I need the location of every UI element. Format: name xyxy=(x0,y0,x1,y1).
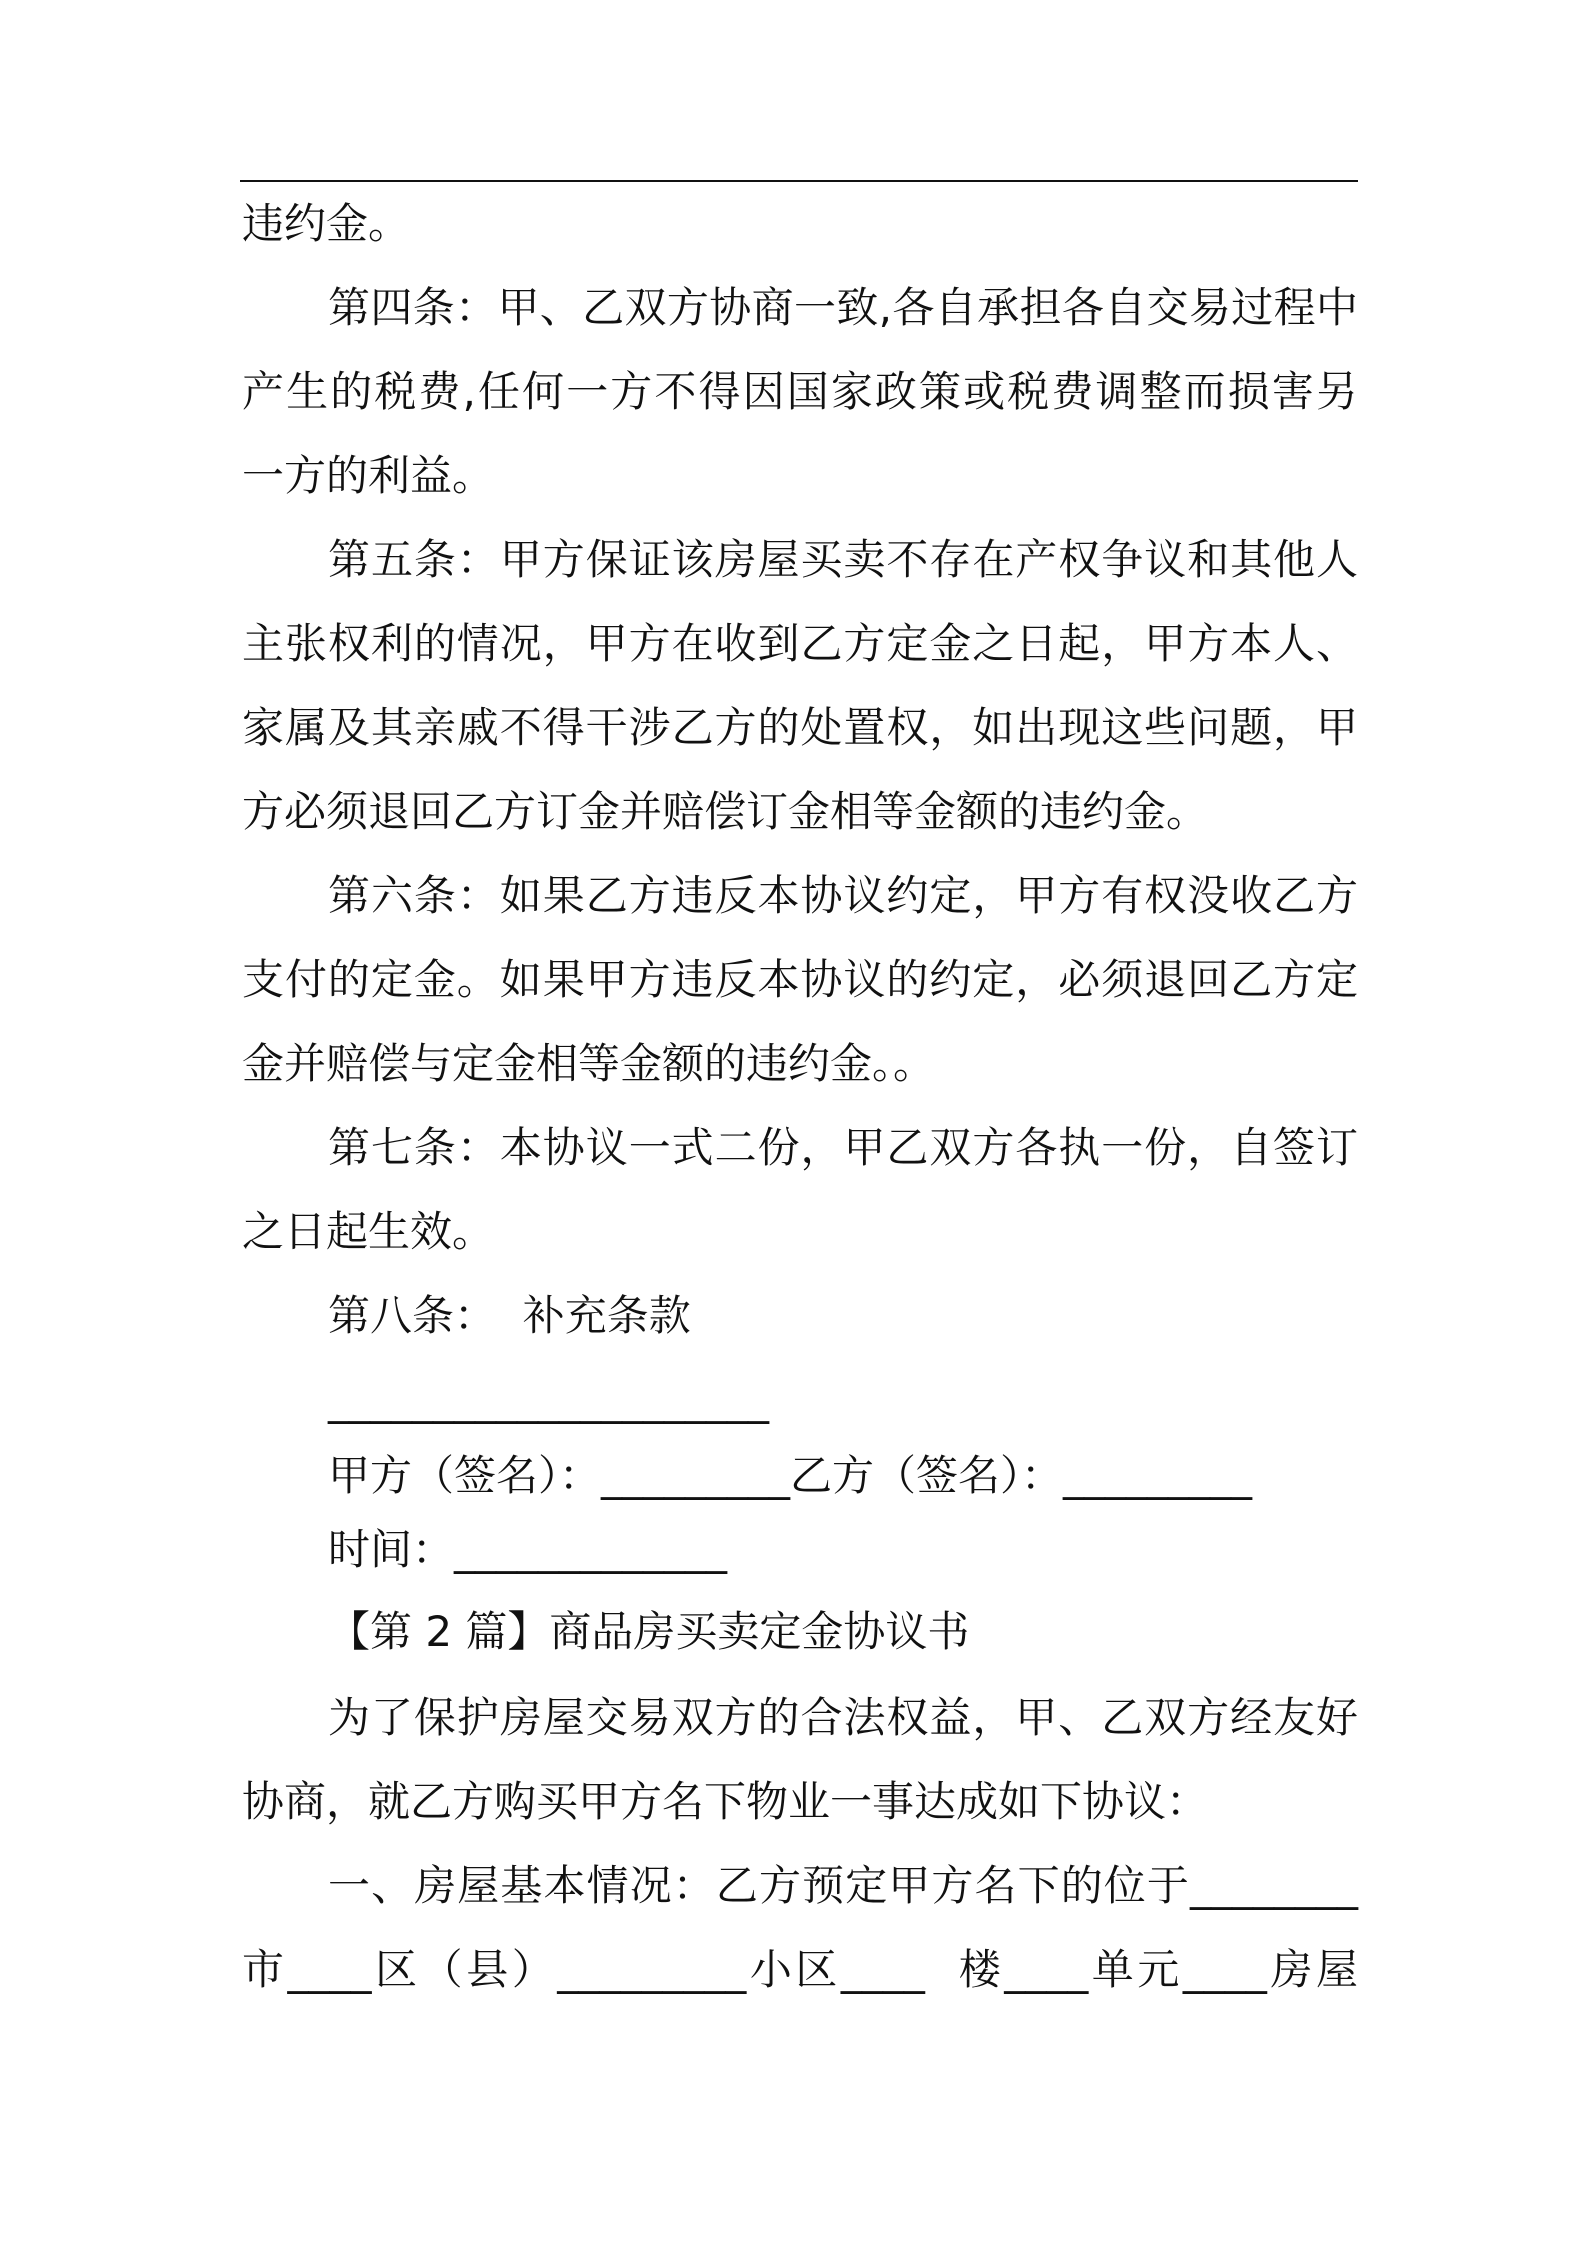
article-5-line-4: 方必须退回乙方订金并赔偿订金相等金额的违约金。 xyxy=(242,787,1209,836)
article-7-line-1: 第七条：本协议一式二份，甲乙双方各执一份，自签订 xyxy=(328,1123,1358,1172)
article-4-line-3: 一方的利益。 xyxy=(242,451,495,500)
article-4-line-2: 产生的税费,任何一方不得因国家政策或税费调整而损害另 xyxy=(242,367,1358,416)
article-6-line-1: 第六条：如果乙方违反本协议约定，甲方有权没收乙方 xyxy=(328,871,1358,920)
signature-line: 甲方（签名）：_________乙方（签名）：_________ xyxy=(328,1451,1253,1500)
section-2-title: 【第 2 篇】商品房买卖定金协议书 xyxy=(328,1607,970,1656)
intro-line-2: 协商，就乙方购买甲方名下物业一事达成如下协议： xyxy=(242,1777,1209,1826)
article-5-line-2: 主张权利的情况，甲方在收到乙方定金之日起，甲方本人、 xyxy=(242,619,1358,668)
article-6-line-2: 支付的定金。如果甲方违反本协议的约定，必须退回乙方定 xyxy=(242,955,1358,1004)
article-5-line-1: 第五条：甲方保证该房屋买卖不存在产权争议和其他人 xyxy=(328,535,1358,584)
supplementary-blank: _____________________ xyxy=(328,1375,769,1424)
house-info-line-1: 一、房屋基本情况：乙方预定甲方名下的位于________ xyxy=(328,1861,1358,1910)
intro-line-1: 为了保护房屋交易双方的合法权益，甲、乙双方经友好 xyxy=(328,1693,1358,1742)
header-rule xyxy=(240,180,1358,182)
house-info-line-2: 市____区（县）_________小区____ 楼____单元____房屋 xyxy=(242,1945,1358,1994)
article-8-heading: 第八条： 补充条款 xyxy=(328,1291,691,1340)
article-4-line-1: 第四条：甲、乙双方协商一致,各自承担各自交易过程中 xyxy=(328,283,1358,332)
text-line: 违约金。 xyxy=(242,199,411,248)
date-line: 时间：_____________ xyxy=(328,1525,728,1574)
article-7-line-2: 之日起生效。 xyxy=(242,1207,495,1256)
article-5-line-3: 家属及其亲戚不得干涉乙方的处置权，如出现这些问题，甲 xyxy=(242,703,1358,752)
article-6-line-3: 金并赔偿与定金相等金额的违约金。。 xyxy=(242,1039,936,1088)
